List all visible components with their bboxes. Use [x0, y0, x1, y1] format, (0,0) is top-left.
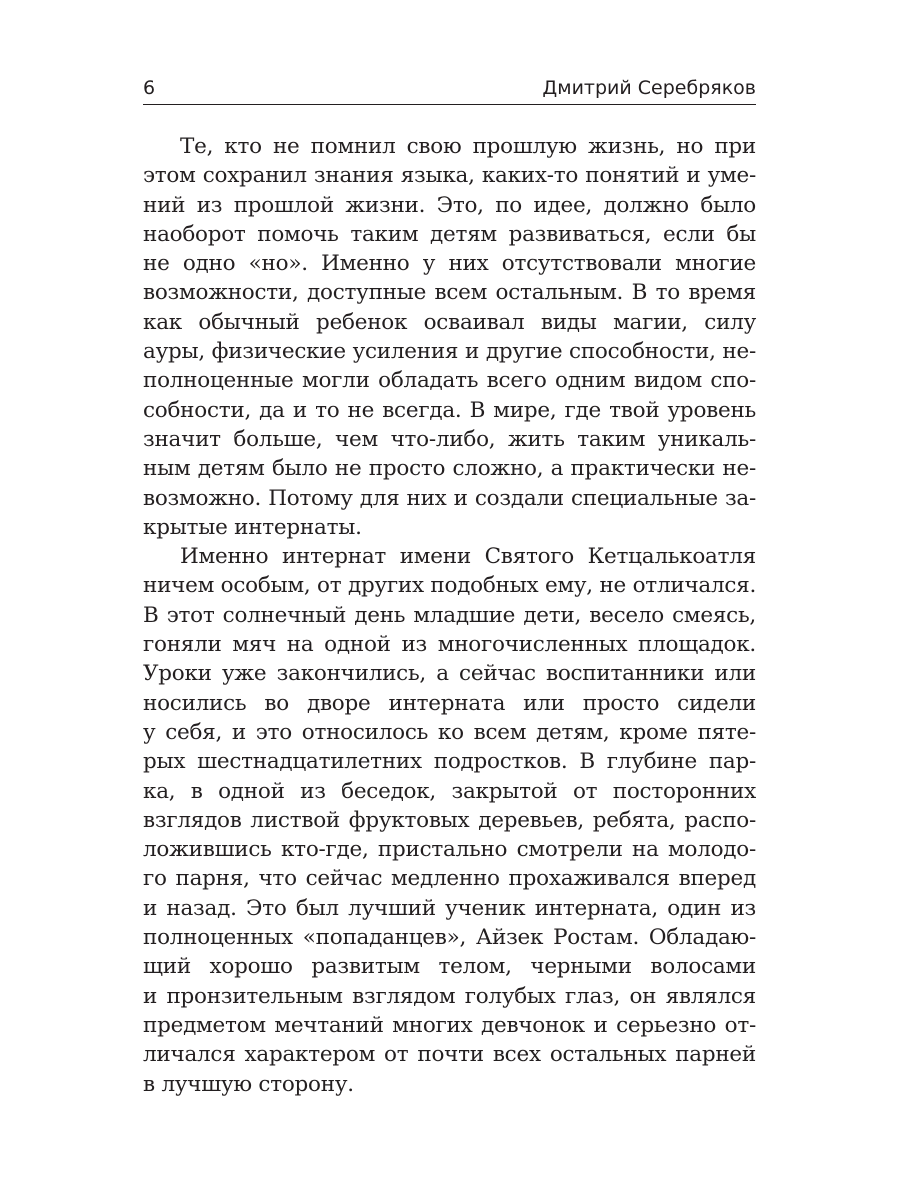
text-line: ничем особым, от других подобных ему, не отличался. — [143, 573, 757, 599]
text-line: гоняли мяч на одной из многочисленных площадок. — [143, 632, 756, 658]
paragraph — [143, 542, 756, 1099]
text-line: полноценные могли обладать всего одним видом спо- — [143, 368, 756, 394]
text-line: ным детям было не просто сложно, а практически не- — [143, 456, 756, 482]
text-line: ка, в одной из беседок, закрытой от посторонних — [143, 778, 756, 804]
text-line: полноценных «попаданцев», Айзек Ростам. Обладаю- — [143, 925, 756, 951]
text-line: личался характером от почти всех остальных парней — [143, 1042, 756, 1068]
text-line: Уроки уже закончились, а сейчас воспитанники или — [143, 661, 756, 687]
text-line: собности, да и то не всегда. В мире, где твой уровень — [143, 397, 756, 423]
text-line: крытые интернаты. — [143, 514, 362, 540]
text-line: взглядов листвой фруктовых деревьев, ребята, распо- — [143, 807, 756, 833]
page-header — [143, 74, 756, 105]
text-line: щий хорошо развитым телом, черными волосами — [143, 954, 756, 980]
text-line: не одно «но». Именно у них отсутствовали многие — [143, 251, 756, 277]
paragraph — [143, 132, 756, 542]
text-line: как обычный ребенок осваивал виды магии, силу — [143, 309, 756, 335]
text-line: возможно. Потому для них и создали специальные за- — [143, 485, 756, 511]
text-line: носились во дворе интерната или просто сидели — [143, 690, 756, 716]
text-line: возможности, доступные всем остальным. В то время — [143, 280, 756, 306]
page-number: 6 — [143, 77, 156, 99]
text-line: и назад. Это был лучший ученик интерната, один из — [143, 895, 756, 921]
text-line: Именно интернат имени Святого Кетцалькоатля — [180, 544, 756, 570]
text-line: го парня, что сейчас медленно прохаживался вперед — [143, 866, 756, 892]
text-line: наоборот помочь таким детям развиваться, если бы — [143, 221, 756, 247]
text-line: Те, кто не помнил свою прошлую жизнь, но при — [180, 134, 756, 159]
running-head-author: Дмитрий Серебряков — [542, 77, 756, 99]
text-line: ний из прошлой жизни. Это, по идее, должно было — [143, 192, 756, 218]
text-line: значит больше, чем что-либо, жить таким уникаль- — [143, 426, 756, 452]
text-line: этом сохранил знания языка, каких-то понятий и уме- — [143, 163, 756, 189]
text-line: у себя, и это относилось ко всем детям, кроме пяте- — [143, 719, 756, 745]
text-line: В этот солнечный день младшие дети, весело смеясь, — [143, 602, 756, 628]
text-line: ложившись кто-где, пристально смотрели на молодо- — [143, 837, 756, 863]
text-line: рых шестнадцатилетних подростков. В глубине пар- — [143, 749, 756, 775]
text-line: в лучшую сторону. — [143, 1071, 354, 1097]
body-text — [143, 132, 756, 1099]
text-line: предметом мечтаний многих девчонок и серьезно от- — [143, 1012, 756, 1038]
text-line: ауры, физические усиления и другие способности, не- — [143, 339, 756, 365]
text-line: и пронзительным взглядом голубых глаз, он являлся — [143, 983, 756, 1009]
